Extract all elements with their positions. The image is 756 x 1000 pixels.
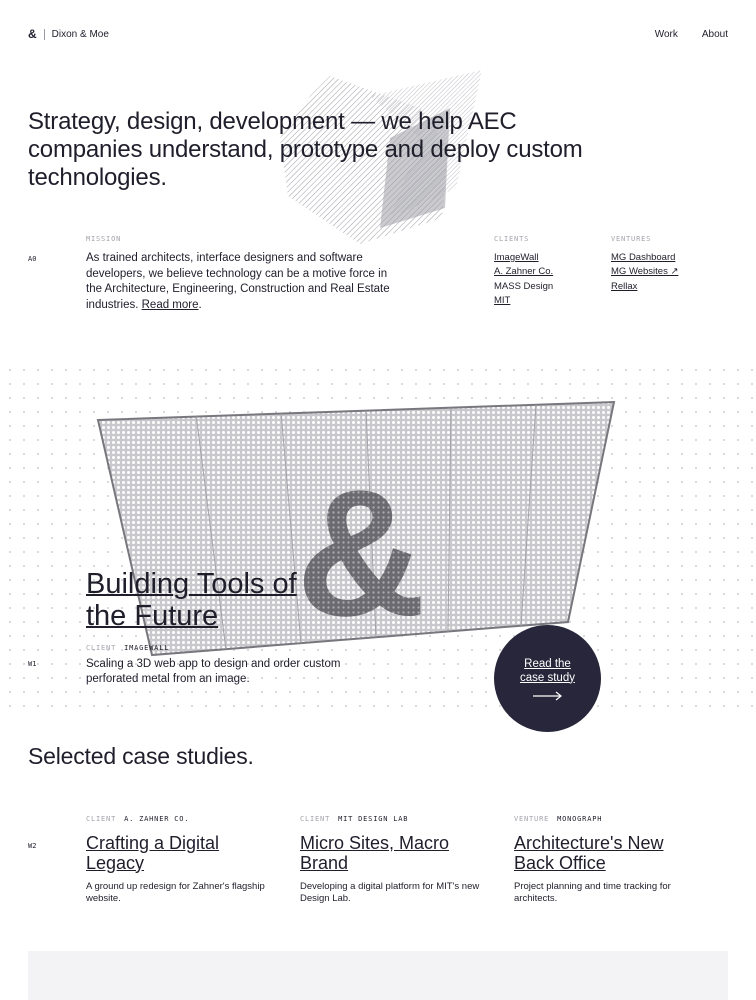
card-meta-key: VENTURE [514, 815, 550, 823]
feature-title-link[interactable] [86, 568, 297, 632]
venture-link-mg-dashboard[interactable]: MG Dashboard [611, 252, 676, 263]
client-link-mit[interactable]: MIT [494, 294, 511, 306]
brand-divider [44, 29, 45, 40]
feature-title-line-2: the Future [86, 600, 219, 632]
cta-line-2: case study [520, 671, 575, 684]
client-link-imagewall[interactable]: ImageWall [494, 252, 539, 263]
ampersand-logo-icon: & [28, 27, 37, 41]
panel-ampersand: & [296, 453, 426, 654]
card-meta-value: A. ZAHNER CO. [124, 815, 190, 823]
case-study-card [86, 815, 266, 904]
card-title-link[interactable]: Crafting a Digital Legacy [86, 833, 220, 873]
clients-list [494, 235, 553, 308]
card-description: Project planning and time tracking for architects. [514, 881, 671, 904]
client-mass-design: MASS Design [494, 280, 554, 292]
client-link-zahner[interactable]: A. Zahner Co. [494, 266, 554, 278]
mission-body: As trained architects, interface designers and software developers, we believe technology can be a motive force in the Architecture, Engineering, Construction and Real Estate industries. [86, 252, 390, 311]
case-studies-heading: Selected case studies. [28, 743, 254, 769]
mission-block [86, 235, 401, 313]
site-header [28, 26, 728, 42]
feature-description: Scaling a 3D web app to design and order custom perforated metal from an image. [86, 658, 341, 685]
feature-title-line-1: Building Tools of [86, 568, 297, 600]
arrow-right-icon [533, 691, 563, 701]
section-code-a0: A0 [28, 255, 37, 263]
brand-name: Dixon & Moe [51, 28, 109, 40]
venture-link-mg-websites[interactable]: MG Websites ↗ [611, 266, 679, 278]
feature-meta-key: CLIENT [86, 644, 117, 652]
section-code-w1: W1 [28, 660, 37, 668]
card-title-link[interactable]: Micro Sites, Macro Brand [300, 833, 450, 873]
bottom-panel [28, 951, 728, 1000]
hero-headline: Strategy, design, development — we help AEC companies understand, prototype and deploy custom technologies. [28, 108, 583, 191]
nav-link-about[interactable]: About [701, 28, 728, 40]
ventures-list [611, 235, 678, 294]
case-study-card [300, 815, 480, 904]
card-meta [300, 815, 480, 823]
feature-meta [86, 644, 169, 652]
section-code-w2: W2 [28, 842, 37, 850]
feature-meta-value: IMAGEWALL [124, 644, 170, 652]
main-nav [655, 29, 728, 40]
cta-line-1: Read the [524, 657, 571, 670]
card-meta [514, 815, 694, 823]
card-description: Developing a digital platform for MIT's new Design Lab. [300, 881, 480, 904]
mission-text [86, 251, 401, 313]
mission-period: . [198, 298, 202, 311]
card-description: A ground up redesign for Zahner's flagship website. [86, 881, 265, 904]
ventures-label: VENTURES [611, 235, 652, 243]
case-study-card [514, 815, 694, 904]
card-meta-key: CLIENT [86, 815, 117, 823]
venture-link-rellax[interactable]: Rellax [611, 280, 638, 292]
card-meta-value: MIT DESIGN LAB [338, 815, 409, 823]
card-meta-key: CLIENT [300, 815, 331, 823]
card-meta-value: MONOGRAPH [557, 815, 603, 823]
read-more-link[interactable]: Read more [141, 298, 199, 311]
featured-project [0, 360, 756, 712]
card-meta [86, 815, 266, 823]
read-case-study-label [513, 657, 583, 685]
clients-label: CLIENTS [494, 235, 530, 243]
mission-label: MISSION [86, 235, 122, 243]
nav-link-work[interactable]: Work [654, 28, 678, 40]
card-title-link[interactable]: Architecture's New Back Office [514, 833, 664, 873]
read-case-study-button[interactable] [494, 625, 601, 732]
brand-logo[interactable] [28, 27, 109, 41]
